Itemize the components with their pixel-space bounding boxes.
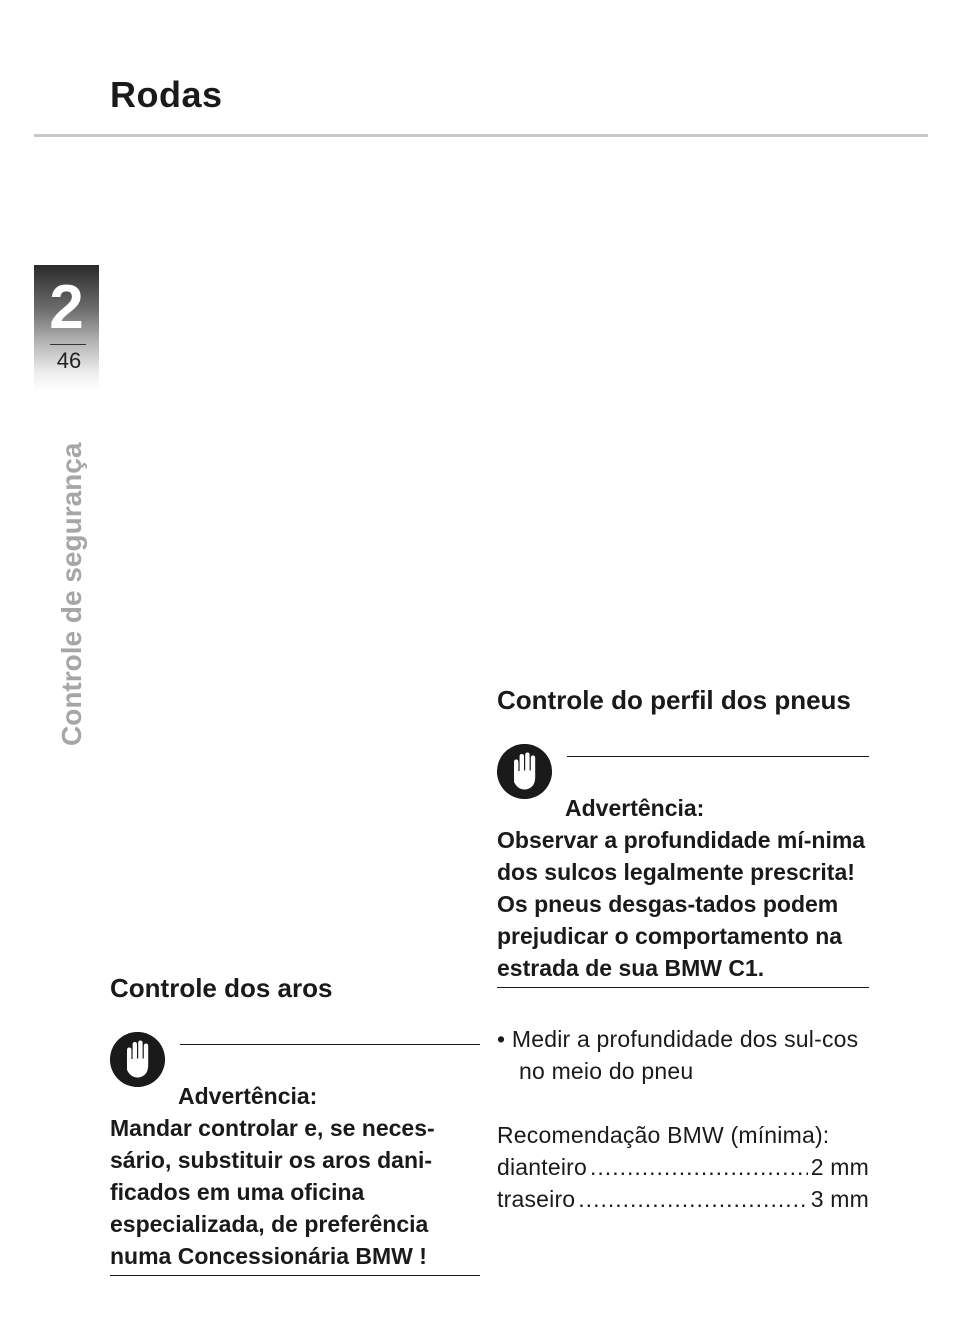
hand-stop-icon [497, 744, 552, 799]
header-divider [34, 134, 928, 137]
page-number: 46 [56, 348, 82, 373]
spec-value: 2 mm [810, 1154, 869, 1180]
measure-instruction [497, 1023, 869, 1087]
bullet-marker: • [497, 1026, 506, 1052]
tread-warning [497, 744, 869, 988]
spec-row-rear [497, 1183, 869, 1215]
warning-bottom-rule [497, 987, 869, 988]
warning-bottom-rule [110, 1275, 480, 1276]
page-title: Rodas [110, 74, 223, 115]
spec-label: dianteiro [497, 1154, 588, 1180]
warning-text: Mandar controlar e, se neces-sário, substituir os aros dani-ficados em uma oficina especializada, de preferência numa Concessionária BMW ! [110, 1115, 435, 1269]
hand-stop-icon [110, 1032, 165, 1087]
leader-dots [578, 1183, 807, 1215]
warning-text: Observar a profundidade mí-nima dos sulcos legalmente prescrita! Os pneus desgas-tados podem prejudicar o comportamento na estrada de sua BMW C1. [497, 827, 866, 981]
warning-top-rule [180, 1044, 480, 1045]
rims-warning [110, 1032, 480, 1276]
spec-row-front [497, 1151, 869, 1183]
tread-section [497, 684, 869, 1215]
rims-heading: Controle dos aros [110, 973, 333, 1003]
recommendation-label: Recomendação BMW (mínima): [497, 1122, 830, 1148]
bullet-text: Medir a profundidade dos sul-cos no meio do pneu [511, 1026, 859, 1084]
chapter-tab [34, 265, 99, 390]
section-side-label: Controle de segurança [56, 442, 87, 746]
spec-label: traseiro [497, 1186, 576, 1212]
warning-top-rule [567, 756, 869, 757]
chapter-number: 2 [49, 273, 84, 342]
spec-value: 3 mm [810, 1186, 869, 1212]
tread-heading: Controle do perfil dos pneus [497, 685, 851, 715]
rims-section [110, 972, 480, 1276]
leader-dots [590, 1151, 808, 1183]
warning-label: Advertência: [178, 1083, 318, 1109]
chapter-divider [50, 344, 86, 345]
warning-label: Advertência: [565, 795, 705, 821]
